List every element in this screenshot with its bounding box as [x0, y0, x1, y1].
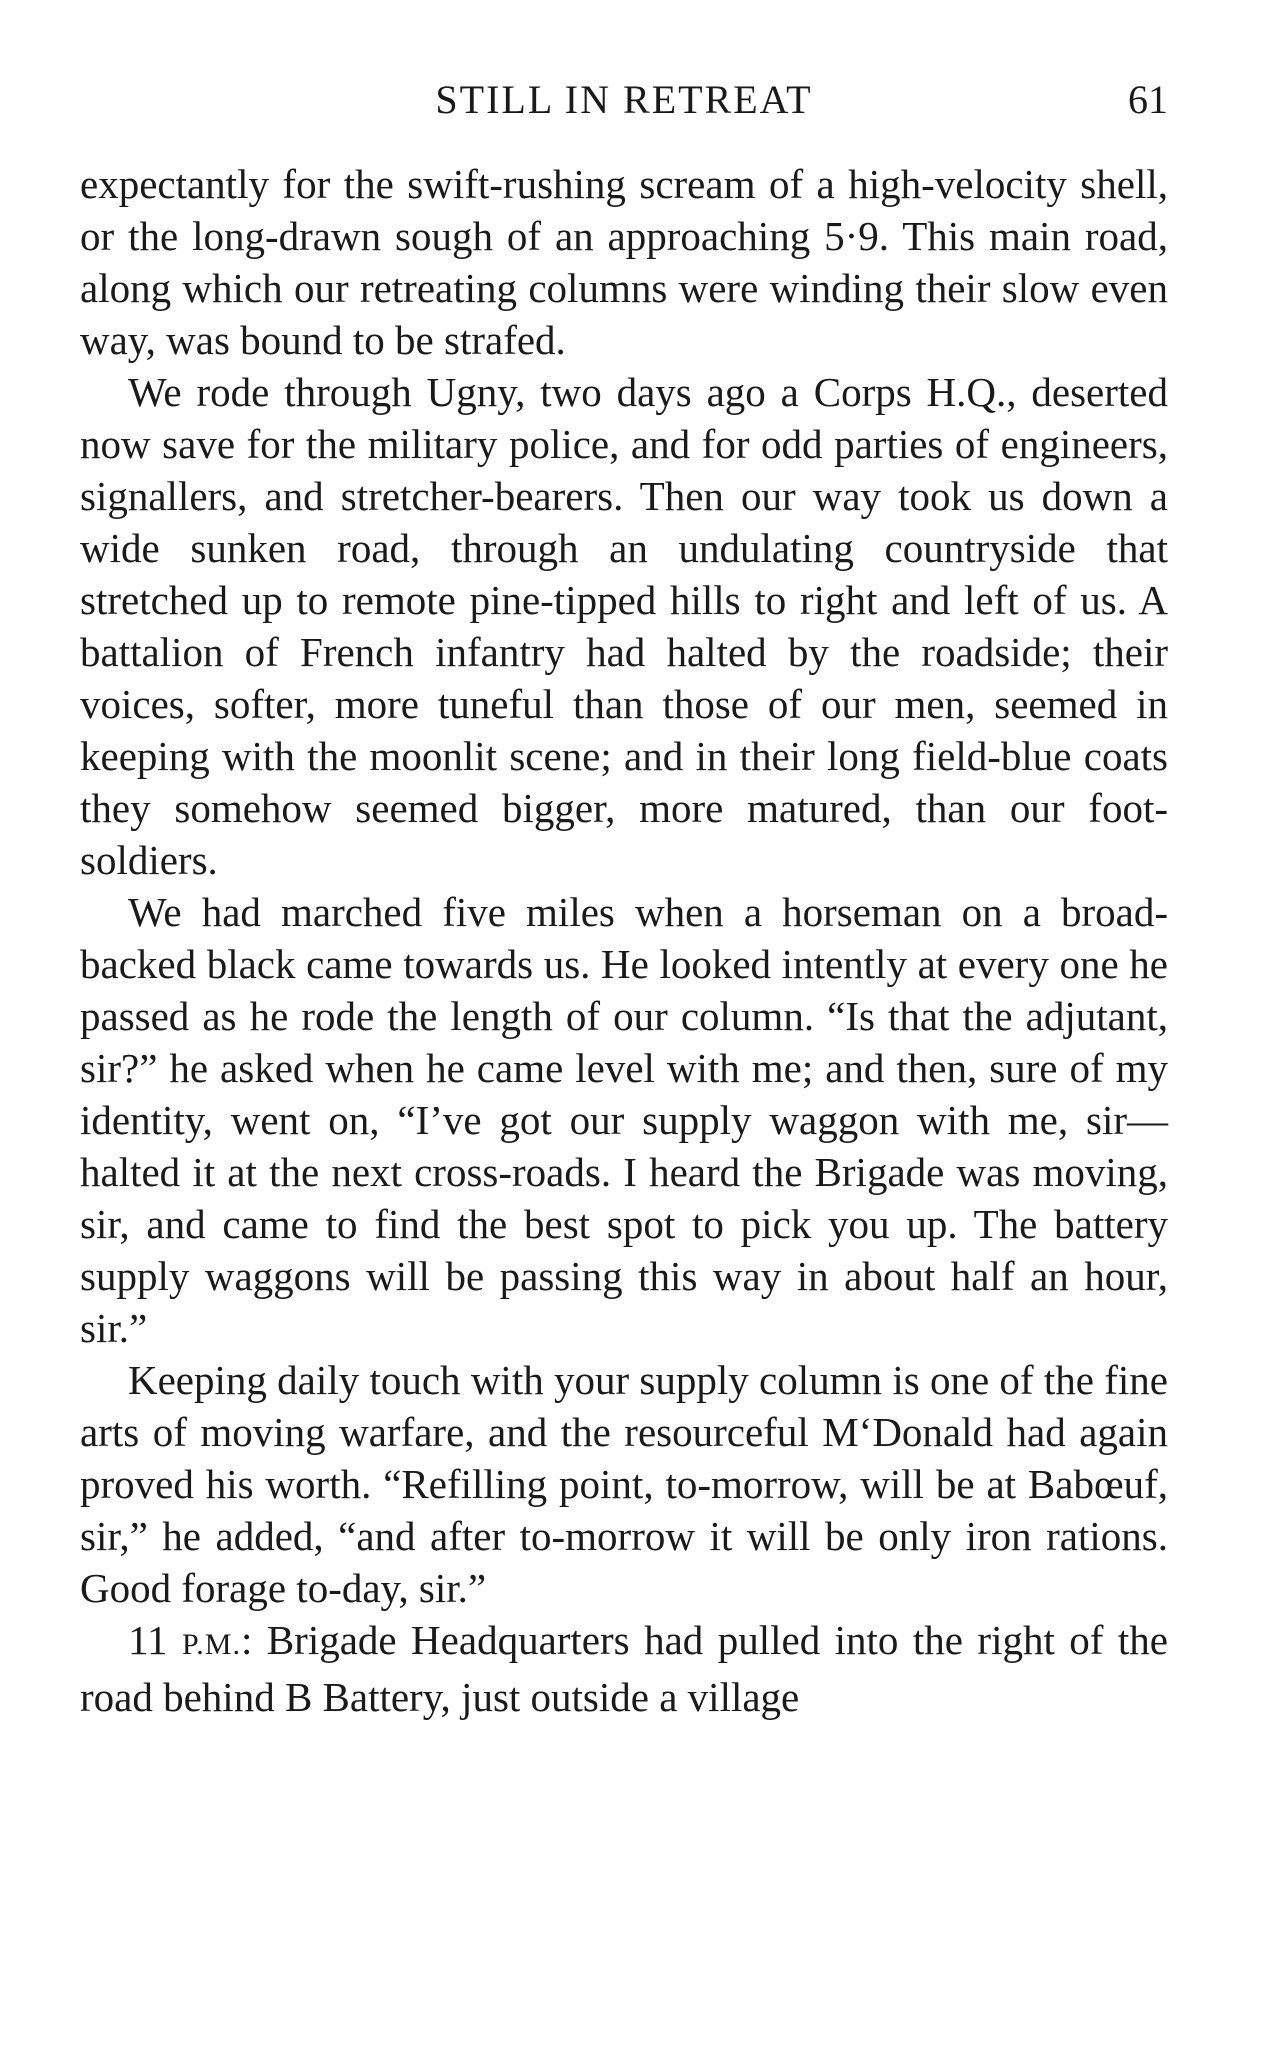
paragraph-3: We had marched five miles when a horseman on a broad-backed black came towards us. He looked intently at every one he passed as he rode the length of our column. “Is that the adjutant, sir?” he asked when he came level with me; and then, sure of my identity, went on, “I’ve got our supply waggon with me, sir—halted it at the next cross-roads. I heard the Brigade was moving, sir, and came to find the best spot to pick you up. The battery supply waggons will be passing this way in about half an hour, sir.” — [80, 889, 1168, 1351]
paragraph-1: expectantly for the swift-rushing scream of a high-velocity shell, or the long-drawn sough of an approaching 5·9. This main road, along which our retreating columns were winding their slow even way, was bound to be strafed. — [80, 161, 1168, 363]
paragraph-4: Keeping daily touch with your supply column is one of the fine arts of moving warfare, and the resourceful M‘Donald had again proved his worth. “Refilling point, to-morrow, will be at Babœuf, sir,” he added, “and after to-morrow it will be only iron rations. Good forage to-day, sir.” — [80, 1357, 1168, 1611]
paragraph-2: We rode through Ugny, two days ago a Corps H.Q., deserted now save for the military police, and for odd parties of engineers, signallers, and stretcher-bearers. Then our way took us down a wide sunken road, through an undulating countryside that stretched up to remote pine-tipped hills to right and left of us. A battalion of French infantry had halted by the roadside; their voices, softer, more tuneful than those of our men, seemed in keeping with the moonlit scene; and in their long field-blue coats they somehow seemed bigger, more matured, than our foot-soldiers. — [80, 369, 1168, 883]
running-head — [80, 70, 1168, 130]
page-number: 61 — [1128, 77, 1168, 122]
paragraph-5-text: : Brigade Headquarters had pulled into the right of the road behind B Battery, just outside a village — [80, 1617, 1168, 1720]
time-suffix: P.M. — [181, 1628, 241, 1661]
running-title: STILL IN RETREAT — [435, 77, 813, 122]
paragraph-5 — [80, 1614, 1168, 1723]
body-text — [80, 158, 1168, 1723]
time-hour: 11 — [128, 1617, 168, 1663]
